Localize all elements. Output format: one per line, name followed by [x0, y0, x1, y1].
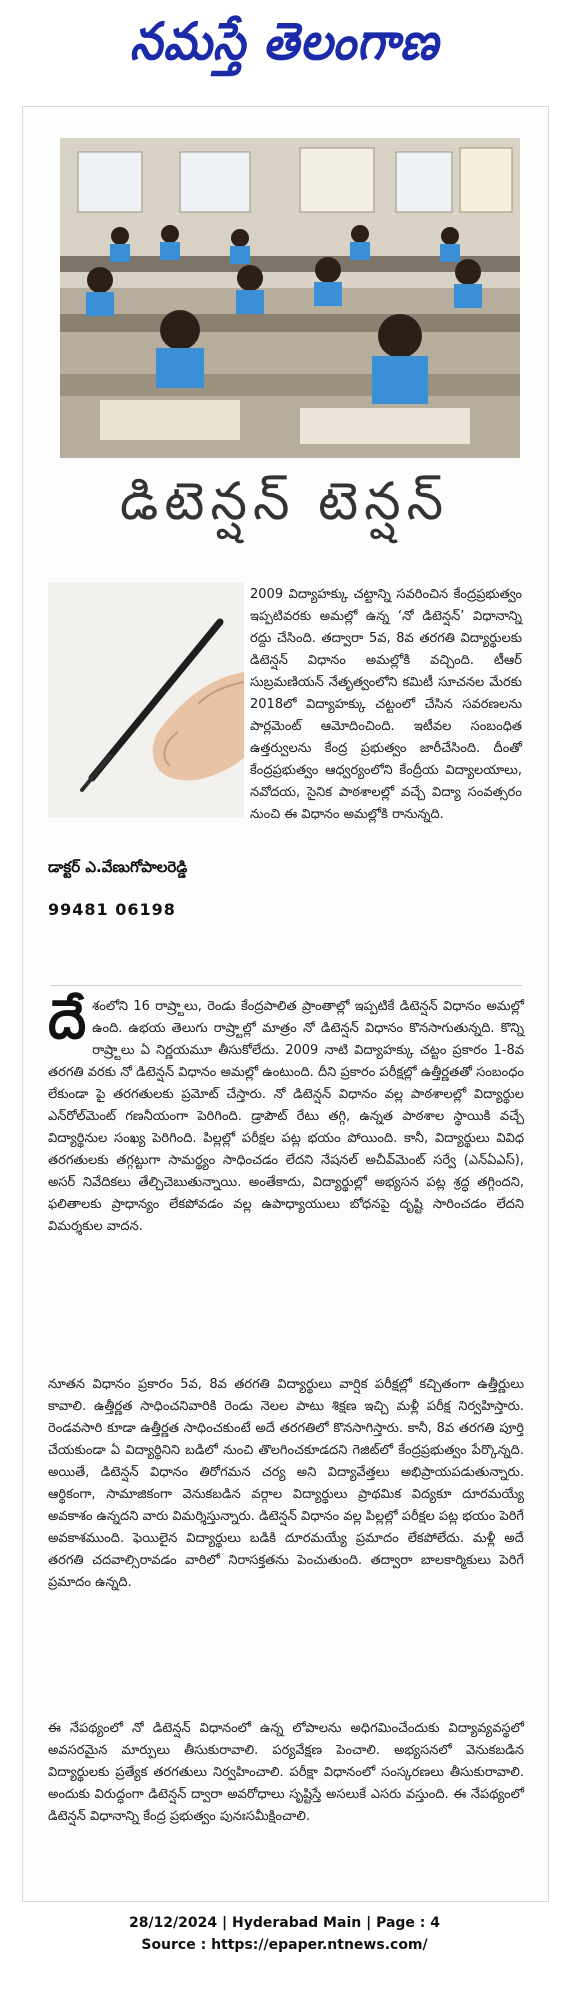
classroom-illustration	[60, 138, 520, 458]
footer-source: Source : https://epaper.ntnews.com/	[141, 1937, 428, 1953]
article-intro: 2009 విద్యాహక్కు చట్టాన్ని సవరించిన కేంద్రప్రభుత్వం ఇప్పటివరకు అమల్లో ఉన్న ‘నో డిటెన్షన్’ విధానాన్ని రద్దు చేసింది. తద్వారా 5వ, 8వ తరగతి విద్యార్థులకు డిటెన్షన్ విధానం అమల్లోకి వచ్చింది. టీఆర్ సుబ్రమణియన్ నేతృత్వంలోని కమిటీ సూచనల మేరకు 2018లో విద్యాహక్కు చట్టంలో చేసిన సవరణలను పార్లమెంట్ ఆమోదించింది. ఇటీవల సంబంధిత ఉత్తర్వులను కేంద్ర ప్రభుత్వం జారీచేసింది. దీంతో కేంద్రప్రభుత్వం ఆధ్వర్యంలోని కేంద్రీయ విద్యాలయాలు, నవోదయ, సైనిక పాఠశాలల్లో వచ్చే విద్యా సంవత్సరం నుంచి ఈ విధానం అమల్లోకి రానున్నది.	[250, 587, 522, 822]
headline-text: డిటెన్షన్ టెన్షన్	[119, 471, 450, 532]
classroom-photo	[60, 138, 520, 458]
section-divider	[50, 985, 522, 986]
pen-hand-image	[48, 582, 244, 818]
article-headline	[22, 466, 547, 550]
author-block	[48, 858, 248, 919]
author-name: డాక్టర్ ఎ.వేణుగోపాలరెడ్డి	[48, 858, 188, 876]
page-footer	[0, 1912, 569, 1956]
article-paragraph-1	[48, 988, 524, 1238]
newspaper-logo: నమస్తే తెలంగాణ	[129, 11, 440, 72]
article-paragraph-3: ఈ నేపథ్యంలో నో డిటెన్షన్ విధానంలో ఉన్న లోపాలను అధిగమించేందుకు విద్యావ్యవస్థలో అవసరమైన మార్పులు తీసుకురావాలి. పర్యవేక్షణ పెంచాలి. అభ్యసనలో వెనుకబడిన విద్యార్థులకు ప్రత్యేక తరగతులు నిర్వహించాలి. పరీక్షా విధానంలో సంస్కరణలు తీసుకురావాలి. అందుకు విరుద్ధంగా డిటెన్షన్ ద్వారా అవరోధాలు సృష్టిస్తే అసలుకే ఎసరు వస్తుంది. ఈ నేపథ్యంలో డిటెన్షన్ విధానాన్ని కేంద్ర ప్రభుత్వం పునఃసమీక్షించాలి.	[48, 1721, 524, 1824]
paragraph-1-text: శంలోని 16 రాష్ర్టాలు, రెండు కేంద్రపాలిత ప్రాంతాల్లో ఇప్పటికే డిటెన్షన్ విధానం అమల్లో ఉంది. ఉభయ తెలుగు రాష్ర్టాల్లో మాత్రం నో డిటెన్షన్ విధానం కొనసాగుతున్నది. కొన్ని రాష్ర్టాలు ఏ నిర్ణయమూ తీసుకోలేదు. 2009 నాటి విద్యాహక్కు చట్టం ప్రకారం 1-8వ తరగతి వరకు నో డిటెన్షన్ విధానం అమల్లో ఉంటుంది. దీని ప్రకారం పరీక్షల్లో ఉత్తీర్ణతతో సంబంధం లేకుండా పై తరగతులకు ప్రమోట్ చేస్తారు. నో డిటెన్షన్ విధానం వల్ల పాఠశాలల్లో విద్యార్థుల ఎన్‌రోల్‌మెంట్ గణనీయంగా పెరిగింది. డ్రాపౌట్ రేటు తగ్గి, ఉన్నత పాఠశాల స్థాయికి వచ్చే విద్యార్థినుల సంఖ్య పెరిగింది. పిల్లల్లో పరీక్షల పట్ల భయం పోయింది. కానీ, విద్యార్థులు వివిధ తరగతులకు తగ్గట్టుగా సామర్థ్యం సాధించడం లేదని నేషనల్ అచీవ్‌మెంట్ సర్వే (ఎన్ఏఎస్), అసర్ నివేదికలు తేల్చిచెబుతున్నాయి. అంతేకాదు, విద్యార్థుల్లో అభ్యసన పట్ల శ్రద్ధ తగ్గిందని, ఫలితాలకు ప్రాధాన్యం లేకపోవడం వల్ల ఉపాధ్యాయులు బోధనపై దృష్టి సారించడం లేదని విమర్శకుల వాదన.	[48, 999, 524, 1234]
article-paragraph-2: నూతన విధానం ప్రకారం 5వ, 8వ తరగతి విద్యార్థులు వార్షిక పరీక్షల్లో కచ్చితంగా ఉత్తీర్ణులు కావాలి. ఉత్తీర్ణత సాధించనివారికి రెండు నెలల పాటు శిక్షణ ఇచ్చి మళ్లీ పరీక్ష నిర్వహిస్తారు. రెండవసారి కూడా ఉత్తీర్ణత సాధించకుంటే అదే తరగతిలో కొనసాగిస్తారు. కానీ, 8వ తరగతి పూర్తి చేయకుండా ఏ విద్యార్థినిని బడిలో నుంచి తొలగించకూడదని గెజిట్‌లో కేంద్రప్రభుత్వం పేర్కొన్నది. అయితే, డిటెన్షన్ విధానం తిరోగమన చర్య అని విద్యావేత్తలు అభిప్రాయపడుతున్నారు. ఆర్థికంగా, సామాజికంగా వెనుకబడిన వర్గాల విద్యార్థులు ప్రాథమిక విద్యకూ దూరమయ్యే అవకాశం ఉన్నదని వారు విమర్శిస్తున్నారు. డిటెన్షన్ విధానం వల్ల పిల్లల్లో పరీక్షల పట్ల భయం పెరిగే అవకాశముంది. ఫెయిలైన విద్యార్థులు బడికి దూరమయ్యే ప్రమాదం లేకపోలేదు. మళ్లీ అదే తరగతి చదవాల్సిరావడం వారిలో నిరాసక్తతను పెంచుతుంది. తద్వారా బాలకార్మికులు పెరిగే ప్రమాదం ఉన్నది.	[48, 1377, 524, 1590]
footer-edition-info: 28/12/2024 | Hyderabad Main | Page : 4	[128, 1915, 441, 1931]
pen-icon	[48, 582, 244, 818]
masthead	[0, 0, 569, 96]
drop-cap: దే	[48, 988, 87, 1051]
author-phone: 99481 06198	[48, 900, 176, 919]
